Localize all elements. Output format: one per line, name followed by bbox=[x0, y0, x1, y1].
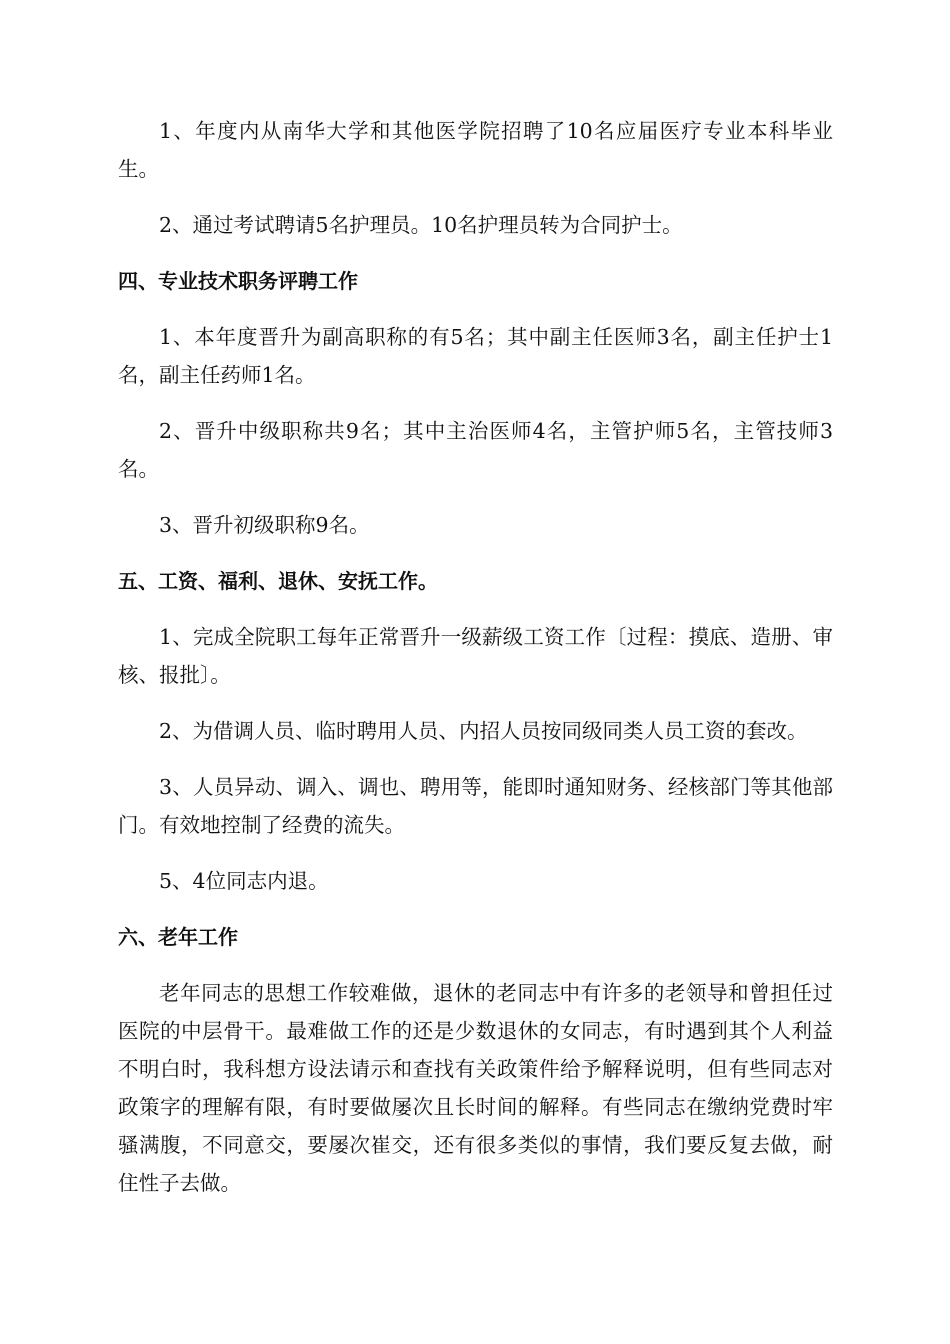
paragraph: 老年同志的思想工作较难做，退休的老同志中有许多的老领导和曾担任过医院的中层骨干。最难做工作的还是少数退休的女同志，有时遇到其个人利益不明白时，我科想方设法请示和查找有关政策件给予解释说明，但有些同志对政策字的理解有限，有时要做屡次且长时间的解释。有些同志在缴纳党费时牢骚满腹，不同意交，要屡次崔交，还有很多类似的事情，我们要反复去做，耐住性子去做。 bbox=[118, 981, 833, 1195]
paragraph: 1、年度内从南华大学和其他医学院招聘了10名应届医疗专业本科毕业生。 bbox=[118, 119, 833, 181]
paragraph: 1、完成全院职工每年正常晋升一级薪级工资工作〔过程：摸底、造册、审核、报批〕。 bbox=[118, 625, 833, 687]
section-heading: 六、老年工作 bbox=[118, 925, 238, 949]
paragraph: 1、本年度晋升为副高职称的有5名；其中副主任医师3名，副主任护士1名，副主任药师1名。 bbox=[118, 325, 833, 387]
paragraph: 3、人员异动、调入、调也、聘用等，能即时通知财务、经核部门等其他部门。有效地控制了经费的流失。 bbox=[118, 775, 833, 837]
paragraph: 2、晋升中级职称共9名；其中主治医师4名，主管护师5名，主管技师3名。 bbox=[118, 419, 833, 481]
paragraph: 2、通过考试聘请5名护理员。10名护理员转为合同护士。 bbox=[159, 213, 683, 237]
paragraph: 2、为借调人员、临时聘用人员、内招人员按同级同类人员工资的套改。 bbox=[159, 719, 808, 743]
section-heading: 四、专业技术职务评聘工作 bbox=[118, 269, 358, 293]
paragraph: 3、晋升初级职称9名。 bbox=[159, 513, 370, 537]
paragraph: 5、4位同志内退。 bbox=[159, 869, 329, 893]
document-page bbox=[118, 112, 833, 1220]
section-heading: 五、工资、福利、退休、安抚工作。 bbox=[118, 569, 438, 593]
